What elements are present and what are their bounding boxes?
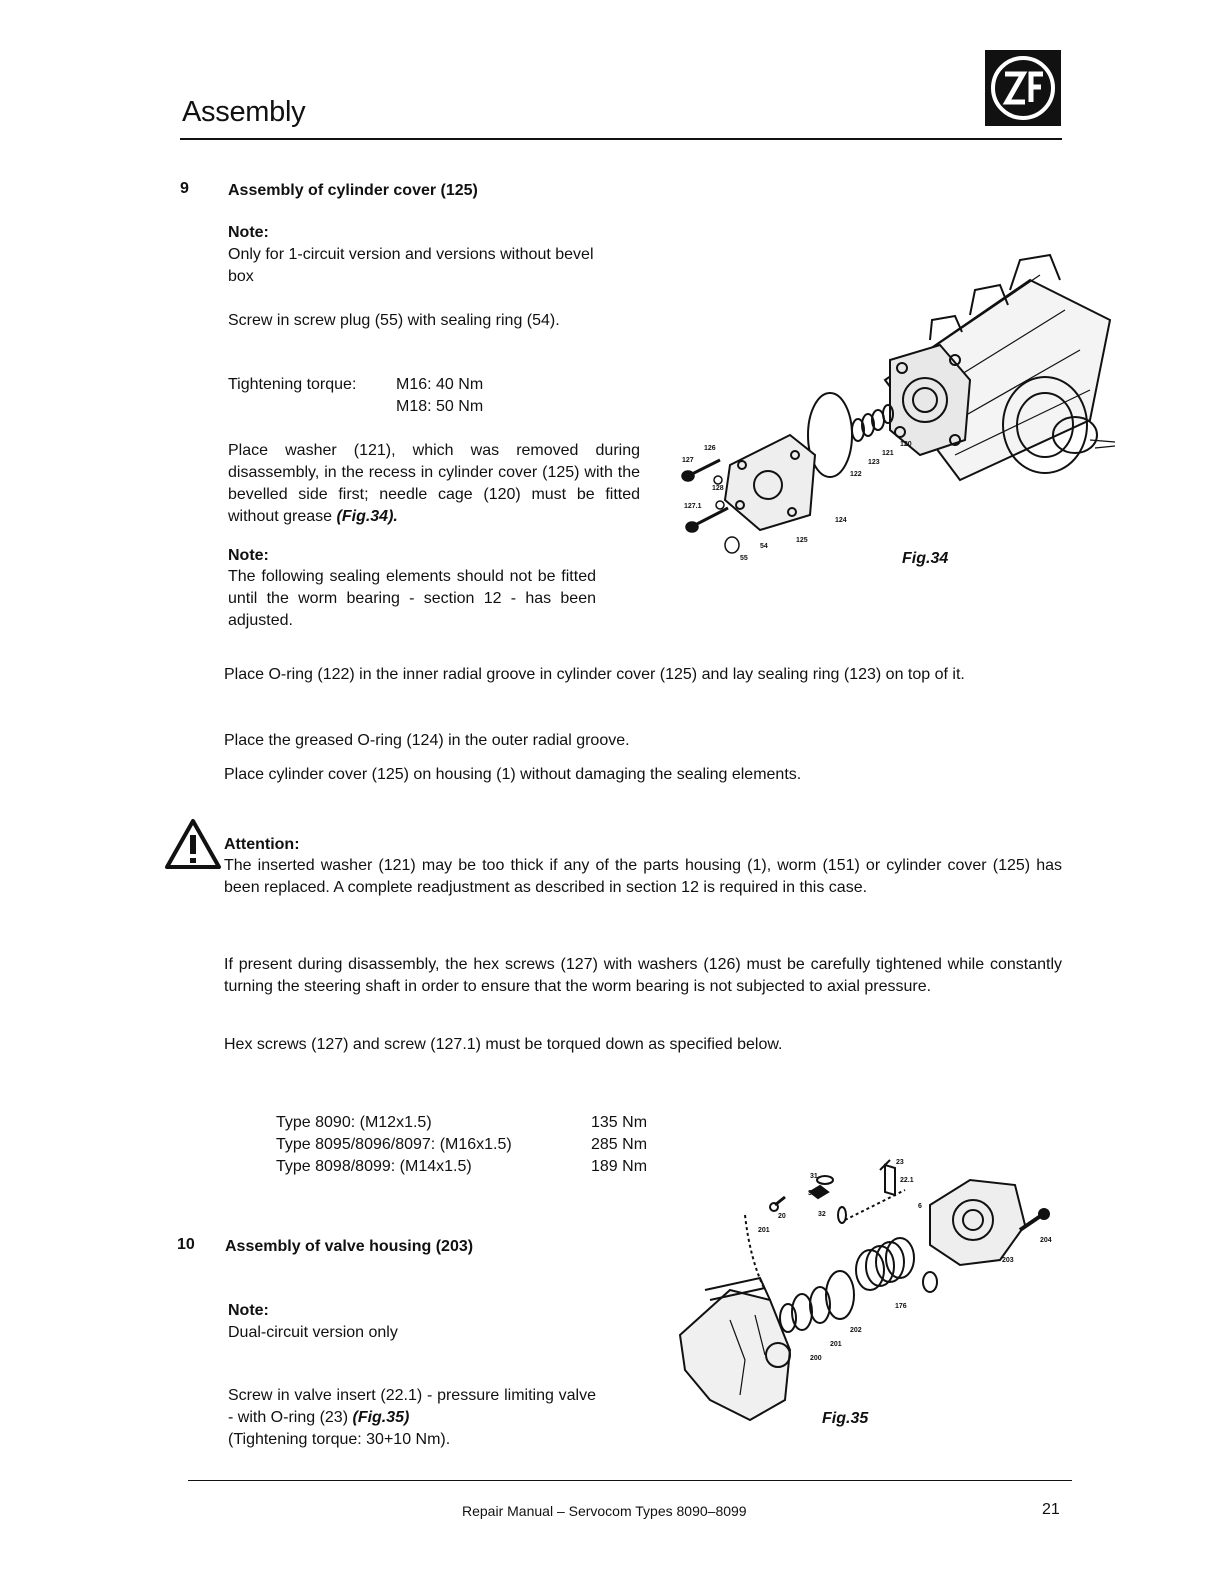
o-ring-124-paragraph: Place the greased O-ring (124) in the outer radial groove.	[224, 732, 630, 749]
section-9-number: 9	[180, 180, 189, 197]
fig35-callout-30: 30	[808, 1190, 816, 1197]
torque-value-cell: 189 Nm	[591, 1158, 648, 1175]
fig34-callout-128: 128	[712, 485, 724, 492]
table-row	[276, 1156, 647, 1178]
torque-type-cell: Type 8090: (M12x1.5)	[276, 1114, 432, 1131]
fig-35-drawing	[670, 1150, 1070, 1430]
table-row	[276, 1112, 647, 1134]
fig35-callout-20: 20	[778, 1213, 786, 1220]
torque-m16: M16: 40 Nm	[396, 376, 484, 393]
fig35-callout-202: 202	[850, 1327, 862, 1334]
fig34-callout-123: 123	[868, 459, 880, 466]
fig-35-label: Fig.35	[822, 1410, 869, 1427]
torque-type-cell: Type 8095/8096/8097: (M16x1.5)	[276, 1136, 512, 1153]
section-9-title: Assembly of cylinder cover (125)	[228, 182, 478, 199]
fig34-callout-124: 124	[835, 517, 847, 524]
torque-value-cell: 135 Nm	[591, 1114, 648, 1131]
section-10-title: Assembly of valve housing (203)	[225, 1238, 474, 1255]
page-number: 21	[1042, 1501, 1060, 1518]
fig34-callout-121: 121	[882, 450, 894, 457]
torque-table	[276, 1112, 647, 1178]
note-2-text: The following sealing elements should not be fitted until the worm bearing - section 12 - has been adjusted.	[228, 568, 596, 629]
fig-34-reference[interactable]: (Fig.34).	[336, 508, 398, 525]
note-2-label: Note:	[228, 547, 269, 564]
figure-35	[670, 1150, 1070, 1430]
note-1-text: Only for 1-circuit version and versions without bevel box	[228, 246, 594, 285]
header-rule	[180, 138, 1062, 140]
fig35-callout-22-1: 22.1	[900, 1177, 914, 1184]
valve-insert-text: Screw in valve insert (22.1) - pressure limiting valve - with O-ring (23)	[228, 1387, 596, 1426]
section-10-note-text: Dual-circuit version only	[228, 1324, 398, 1341]
section-10-note-label: Note:	[228, 1302, 269, 1319]
o-ring-122-paragraph: Place O-ring (122) in the inner radial groove in cylinder cover (125) and lay sealing ring (123) on top of it.	[224, 666, 965, 683]
section-10-number: 10	[177, 1236, 195, 1253]
screw-plug-paragraph: Screw in screw plug (55) with sealing ring (54).	[228, 312, 560, 329]
fig-34-drawing	[670, 250, 1120, 580]
fig35-callout-201b: 201	[830, 1341, 842, 1348]
footer-text: Repair Manual – Servocom Types 8090–8099	[462, 1503, 747, 1519]
fig35-callout-203: 203	[1002, 1257, 1014, 1264]
fig35-callout-32: 32	[818, 1211, 826, 1218]
torque-type-cell: Type 8098/8099: (M14x1.5)	[276, 1158, 472, 1175]
attention-label: Attention:	[224, 836, 300, 853]
torque-label: Tightening torque:	[228, 376, 357, 393]
fig34-callout-125: 125	[796, 537, 808, 544]
valve-insert-torque: (Tightening torque: 30+10 Nm).	[228, 1431, 451, 1448]
washer-paragraph-text: Place washer (121), which was removed during disassembly, in the recess in cylinder cover (125) with the bevelled side first; needle cage (120) must be fitted without grease	[228, 442, 640, 525]
cylinder-cover-paragraph: Place cylinder cover (125) on housing (1) without damaging the sealing elements.	[224, 766, 802, 783]
zf-logo	[985, 50, 1061, 126]
fig35-callout-204: 204	[1040, 1237, 1052, 1244]
fig34-callout-126: 126	[704, 445, 716, 452]
footer-rule	[188, 1480, 1072, 1481]
fig35-callout-31: 31	[810, 1173, 818, 1180]
fig34-callout-55: 55	[740, 555, 748, 562]
fig35-callout-201a: 201	[758, 1227, 770, 1234]
washer-paragraph	[228, 440, 640, 528]
fig34-callout-120: 120	[900, 441, 912, 448]
attention-text: The inserted washer (121) may be too thick if any of the parts housing (1), worm (151) or cylinder cover (125) has been replaced. A complete readjustment as described in section 12 is required in this case.	[224, 857, 1062, 896]
fig34-callout-127: 127	[682, 457, 694, 464]
fig-34-label: Fig.34	[902, 550, 949, 567]
fig34-callout-54: 54	[760, 543, 768, 550]
page-title: Assembly	[182, 96, 306, 128]
fig-35-reference[interactable]: (Fig.35)	[352, 1409, 410, 1426]
fig35-callout-23: 23	[896, 1159, 904, 1166]
warning-icon	[164, 818, 222, 870]
valve-insert-paragraph	[228, 1385, 596, 1451]
table-row	[276, 1134, 647, 1156]
fig35-callout-200: 200	[810, 1355, 822, 1362]
fig34-callout-127-1: 127.1	[684, 503, 702, 510]
torque-m18: M18: 50 Nm	[396, 398, 484, 415]
fig35-callout-6: 6	[918, 1203, 922, 1210]
fig35-callout-176: 176	[895, 1303, 907, 1310]
note-1-label: Note:	[228, 224, 269, 241]
torque-instruction-paragraph: Hex screws (127) and screw (127.1) must be torqued down as specified below.	[224, 1036, 783, 1053]
hex-screw-paragraph: If present during disassembly, the hex screws (127) with washers (126) must be carefully tightened while constantly turning the steering shaft in order to ensure that the worm bearing is not subjected to axial pressure.	[224, 956, 1062, 995]
fig34-callout-122: 122	[850, 471, 862, 478]
figure-34	[670, 250, 1120, 580]
torque-value-cell: 285 Nm	[591, 1136, 648, 1153]
